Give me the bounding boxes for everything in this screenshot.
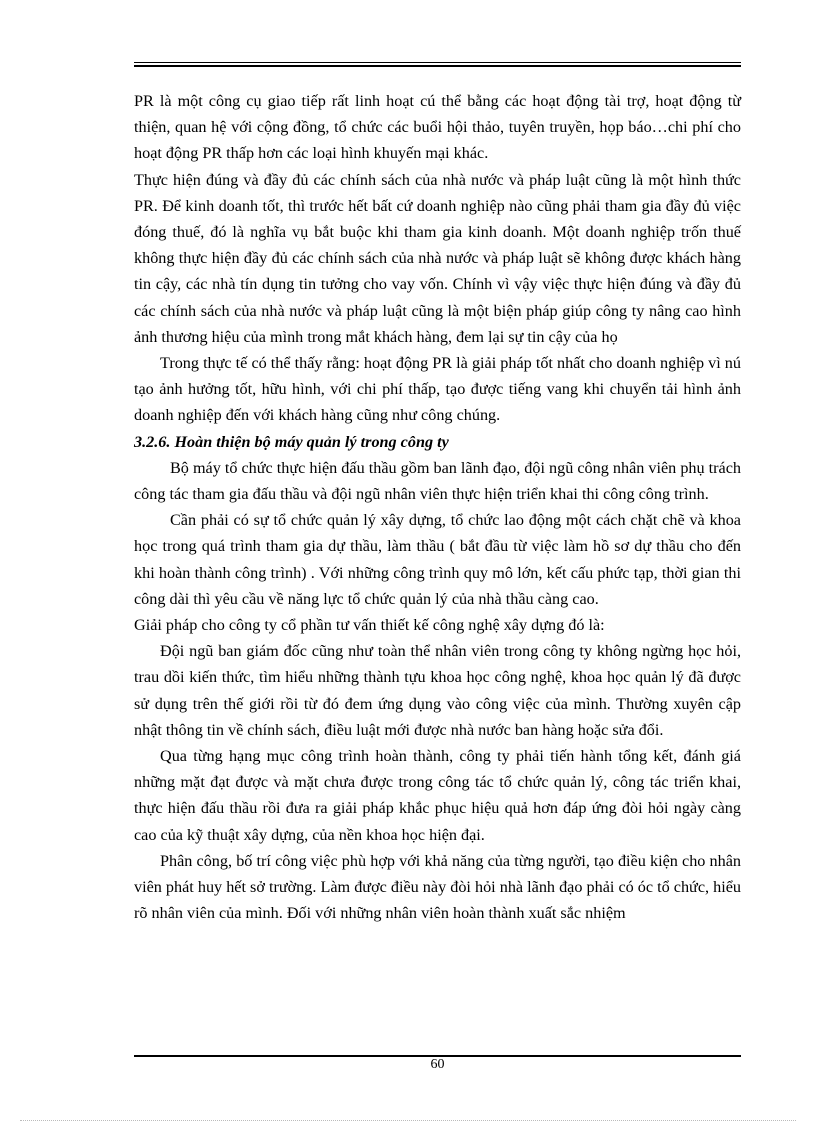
page-body <box>134 88 741 927</box>
paragraph-project-review: Qua từng hạng mục công trình hoàn thành, công ty phải tiến hành tổng kết, đánh giá những mặt đạt được và mặt chưa được trong công tác tổ chức quản lý, công tác triển khai, thực hiện đấu thầu rồi đưa ra giải pháp khắc phục hiệu quả hơn đáp ứng đòi hỏi ngày càng cao của kỹ thuật xây dựng, của nền khoa học hiện đại. <box>134 747 741 844</box>
page-number: 60 <box>430 1057 445 1072</box>
header-rule <box>134 62 741 68</box>
paragraph-bidding-apparatus: Bộ máy tổ chức thực hiện đấu thầu gồm ban lãnh đạo, đội ngũ công nhân viên phụ trách công tác tham gia đấu thầu và đội ngũ nhân viên thực hiện triển khai thi công công trình. <box>134 458 741 504</box>
paragraph-policy-compliance: Thực hiện đúng và đầy đủ các chính sách của nhà nước và pháp luật cũng là một hình thức PR. Để kinh doanh tốt, thì trước hết bất cứ doanh nghiệp nào cũng phải tham gia đầy đủ việc đóng thuế, đó là nghĩa vụ bắt buộc khi tham gia kinh doanh. Một doanh nghiệp trốn thuế không thực hiện đầy đủ các chính sách của nhà nước và pháp luật sẽ không được khách hàng tin cậy, các nhà tín dụng tin tưởng cho vay vốn. Chính vì vậy việc thực hiện đúng và đầy đủ các chính sách của nhà nước và pháp luật cũng là một biện pháp giúp công ty nâng cao hình ảnh thương hiệu của mình trong mắt khách hàng, đem lại sự tin cậy của họ <box>134 170 741 346</box>
paragraph-pr-tools: PR là một công cụ giao tiếp rất linh hoạt cú thể bằng các hoạt động tài trợ, hoạt động từ thiện, quan hệ với cộng đồng, tổ chức các buổi hội thảo, tuyên truyền, họp báo…chi phí cho hoạt động PR thấp hơn các loại hình khuyến mại khác. <box>134 92 741 163</box>
paragraph-pr-conclusion: Trong thực tế có thể thấy rằng: hoạt động PR là giải pháp tốt nhất cho doanh nghiệp vì nú tạo ảnh hưởng tốt, hữu hình, với chi phí thấp, tạo được tiếng vang khi chuyển tải hình ảnh doanh nghiệp đến với khách hàng cũng như công chúng. <box>134 354 741 425</box>
section-heading: 3.2.6. Hoàn thiện bộ máy quản lý trong công ty <box>134 432 449 451</box>
paragraph-management-organization: Cần phải có sự tổ chức quản lý xây dựng, tổ chức lao động một cách chặt chẽ và khoa học trong quá trình tham gia dự thầu, làm thầu ( bắt đầu từ việc làm hồ sơ dự thầu cho đến khi hoàn thành công trình) . Với những công trình quy mô lớn, kết cấu phức tạp, thời gian thi công dài thì yêu cầu về năng lực tổ chức quản lý của nhà thầu càng cao. <box>134 511 741 608</box>
paragraph-task-assignment: Phân công, bố trí công việc phù hợp với khả năng của từng người, tạo điều kiện cho nhân viên phát huy hết sở trường. Làm được điều này đòi hỏi nhà lãnh đạo phải có óc tổ chức, hiểu rõ nhân viên của mình. Đối với những nhân viên hoàn thành xuất sắc nhiệm <box>134 851 741 923</box>
paragraph-solution-intro: Giải pháp cho công ty cổ phần tư vấn thiết kế công nghệ xây dựng đó là: <box>134 616 605 635</box>
page-edge-divider <box>20 1120 796 1121</box>
paragraph-staff-learning: Đội ngũ ban giám đốc cũng như toàn thể nhân viên trong công ty không ngừng học hỏi, trau dồi kiến thức, tìm hiểu những thành tựu khoa học công nghệ, khoa học quản lý đã được sử dụng trên thế giới rồi từ đó đem ứng dụng vào công việc của mình. Thường xuyên cập nhật thông tin về chính sách, điều luật mới được nhà nước ban hàng hoặc sửa đổi. <box>134 642 741 739</box>
